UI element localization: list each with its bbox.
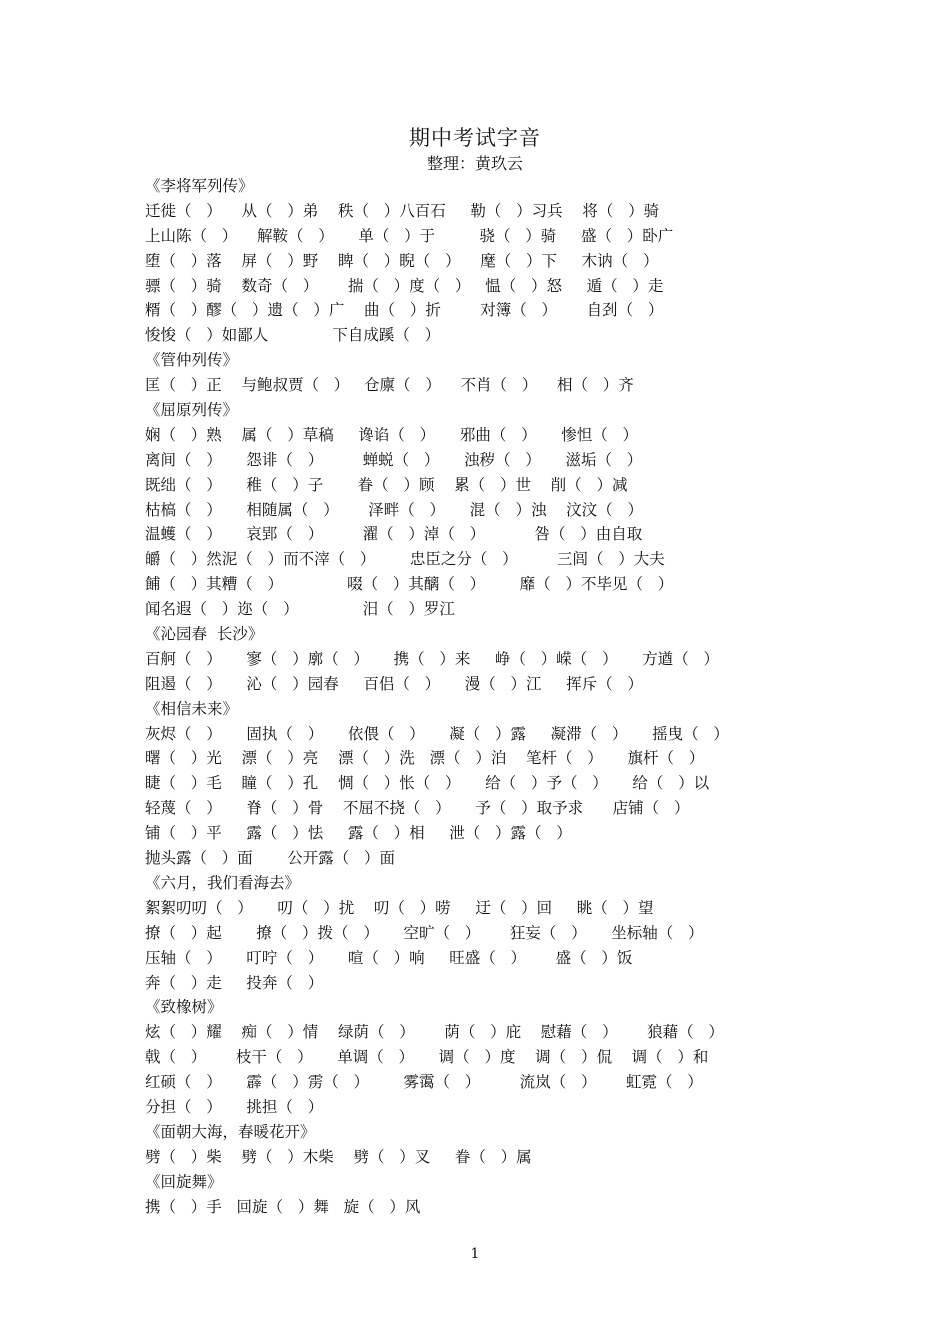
exercise-line: 皭（ ）然泥（ ）而不滓（ ） 忠臣之分（ ） 三闾（ ）大夫 xyxy=(145,550,665,569)
exercise-line: 分担（ ） 挑担（ ） xyxy=(145,1097,324,1116)
exercise-line: 劈（ ）柴 劈（ ）木柴 劈（ ）叉 眷（ ）属 xyxy=(145,1147,532,1166)
exercise-line: 携（ ）手 回旋（ ）舞 旋（ ）风 xyxy=(145,1197,421,1216)
section-heading: 《相信未来》 xyxy=(145,699,239,718)
exercise-line: 悛悛（ ）如鄙人 下自成蹊（ ） xyxy=(145,326,441,345)
exercise-line: 堕（ ）落 屏（ ）野 睥（ ）睨（ ） 麾（ ）下 木讷（ ） xyxy=(145,251,659,270)
exercise-line: 抛头露（ ）面 公开露（ ）面 xyxy=(145,849,396,868)
exercise-line: 闻名遐（ ）迩（ ） 汨（ ）罗江 xyxy=(145,600,455,619)
exercise-line: 温蠖（ ） 哀郢（ ） 濯（ ）淖（ ） 咎（ ）由自取 xyxy=(145,525,643,544)
exercise-line: 絮絮叨叨（ ） 叨（ ）扰 叨（ ）唠 迂（ ）回 眺（ ）望 xyxy=(145,898,654,917)
exercise-line: 奔（ ）走 投奔（ ） xyxy=(145,973,324,992)
exercise-line: 红硕（ ） 霹（ ）雳（ ） 雾霭（ ） 流岚（ ） 虹霓（ ） xyxy=(145,1073,703,1092)
section-heading: 《面朝大海，春暖花开》 xyxy=(145,1122,316,1141)
exercise-line: 既绌（ ） 稚（ ）子 眷（ ）顾 累（ ）世 削（ ）减 xyxy=(145,475,628,494)
exercise-line: 糈（ ）醪（ ）遗（ ）广 曲（ ）折 对簿（ ） 自刭（ ） xyxy=(145,301,664,320)
exercise-line: 百舸（ ） 寥（ ）廓（ ） 携（ ）来 峥（ ）嵘（ ） 方遒（ ） xyxy=(145,649,720,668)
page-number: 1 xyxy=(470,1246,480,1262)
exercise-line: 戟（ ） 枝干（ ） 单调（ ） 调（ ）度 调（ ）侃 调（ ）和 xyxy=(145,1048,709,1067)
exercise-line: 阻遏（ ） 沁（ ）园春 百侣（ ） 漫（ ）江 挥斥（ ） xyxy=(145,674,643,693)
section-heading: 《回旋舞》 xyxy=(145,1172,223,1191)
exercise-line: 骠（ ）骑 数奇（ ） 揣（ ）度（ ） 愠（ ）怒 遁（ ）走 xyxy=(145,276,664,295)
exercise-line: 撩（ ）起 撩（ ）拨（ ） 空旷（ ） 狂妄（ ） 坐标轴（ ） xyxy=(145,923,704,942)
exercise-line: 迁徙（ ） 从（ ）弟 秩（ ）八百石 勒（ ）习兵 将（ ）骑 xyxy=(145,201,660,220)
exercise-line: 铺（ ）平 露（ ）怯 露（ ）相 泄（ ）露（ ） xyxy=(145,824,572,843)
exercise-line: 炫（ ）耀 痴（ ）情 绿荫（ ） 荫（ ）庇 慰藉（ ） 狼藉（ ） xyxy=(145,1023,724,1042)
exercise-line: 曙（ ）光 漂（ ）亮 漂（ ）洗 漂（ ）泊 笔杆（ ） 旗杆（ ） xyxy=(145,749,705,768)
exercise-line: 枯槁（ ） 相随属（ ） 泽畔（ ） 混（ ）浊 汶汶（ ） xyxy=(145,500,643,519)
exercise-line: 离间（ ） 怨诽（ ） 蝉蜕（ ） 浊秽（ ） 滋垢（ ） xyxy=(145,450,643,469)
document-body xyxy=(145,174,845,1219)
exercise-line: 娴（ ）熟 属（ ）草稿 谗谄（ ） 邪曲（ ） 惨怛（ ） xyxy=(145,425,639,444)
document-author: 整理：黄玖云 xyxy=(426,154,523,173)
exercise-line: 匡（ ）正 与鲍叔贾（ ） 仓廪（ ） 不肖（ ） 相（ ）齐 xyxy=(145,376,634,395)
document-title: 期中考试字音 xyxy=(409,126,541,150)
section-heading: 《李将军列传》 xyxy=(145,177,254,195)
section-heading: 《致橡树》 xyxy=(145,998,223,1017)
exercise-line: 灰烬（ ） 固执（ ） 依偎（ ） 凝（ ）露 凝滞（ ） 摇曳（ ） xyxy=(145,724,729,743)
section-heading: 《六月，我们看海去》 xyxy=(145,873,301,892)
exercise-line: 睫（ ）毛 瞳（ ）孔 惆（ ）怅（ ） 给（ ）予（ ） 给（ ）以 xyxy=(145,774,710,793)
exercise-line: 餔（ ）其糟（ ） 啜（ ）其醨（ ） 靡（ ）不毕见（ ） xyxy=(145,575,674,594)
section-heading: 《屈原列传》 xyxy=(145,401,239,420)
section-heading: 《管仲列传》 xyxy=(145,351,239,370)
section-heading: 《沁园春 长沙》 xyxy=(145,625,264,644)
exercise-line: 轻蔑（ ） 脊（ ）骨 不屈不挠（ ） 予（ ）取予求 店铺（ ） xyxy=(145,799,690,818)
exercise-line: 压轴（ ） 叮咛（ ） 喧（ ）响 旺盛（ ） 盛（ ）饭 xyxy=(145,948,633,967)
exercise-line: 上山陈（ ） 解鞍（ ） 单（ ）于 骁（ ）骑 盛（ ）卧广 xyxy=(145,226,674,245)
